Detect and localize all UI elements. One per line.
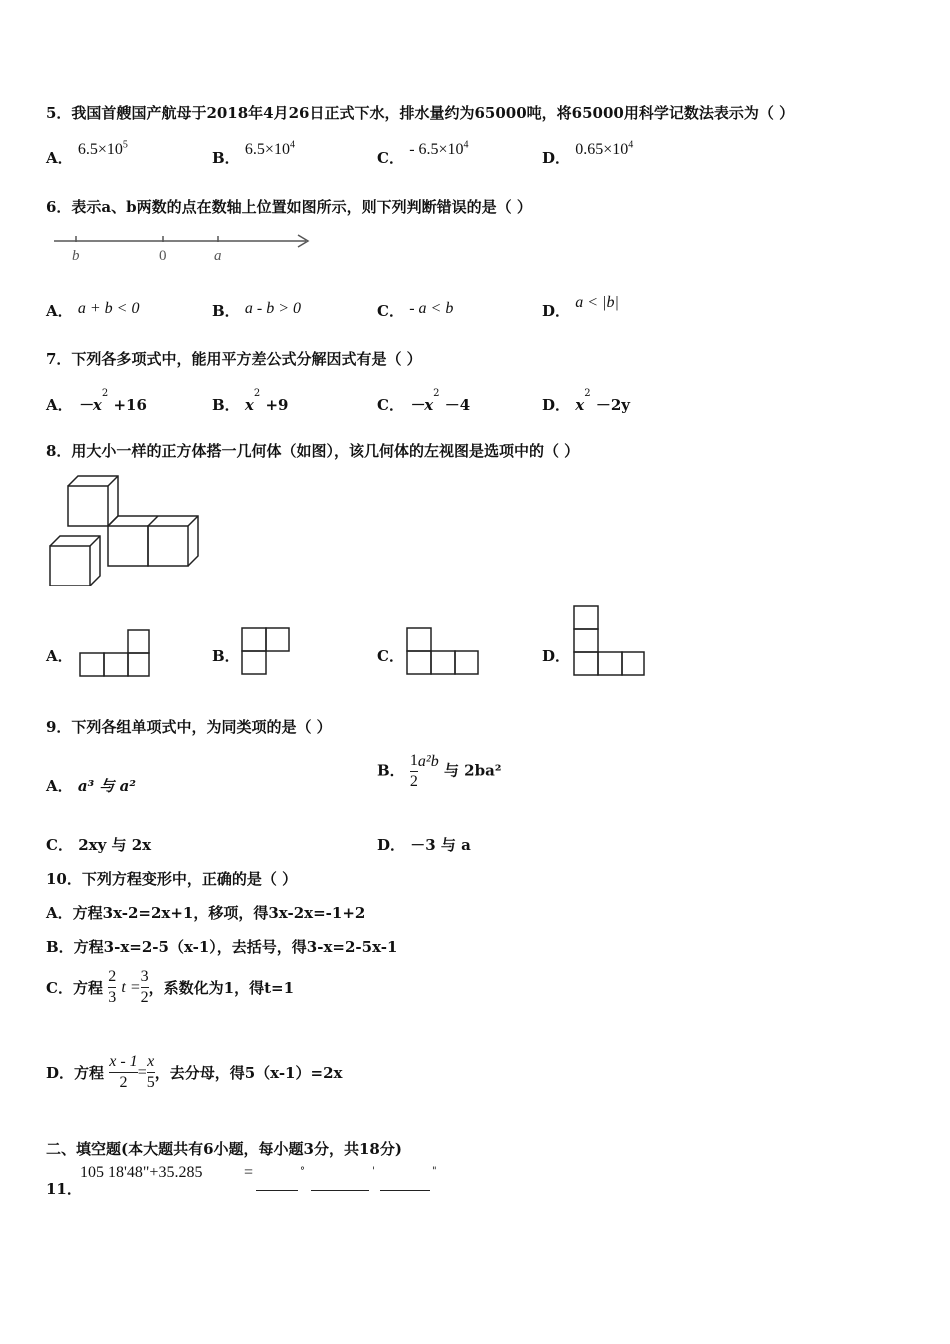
q11-number: 11．: [46, 1180, 82, 1198]
q5-stem: 5．我国首艘国产航母于2018年4月26日正式下水，排水量约为65000吨，将65000用科学记数法表示为（ ）: [46, 104, 795, 122]
q11-seconds-blank[interactable]: [380, 1176, 430, 1195]
q7-option-b[interactable]: B． $x^2 +9$: [212, 388, 289, 414]
q7-stem: 7．下列各多项式中，能用平方差公式分解因式有是（ ）: [46, 350, 422, 368]
q10-option-c[interactable]: C．方程 $\frac{2}{3}$ t = $\frac{3}{2}$ ，系数化为1，得t=1: [46, 968, 295, 1006]
number-line-figure: [50, 228, 315, 268]
q5-option-d[interactable]: D． $0.65\times 10^4$: [542, 139, 634, 167]
q9-option-c[interactable]: C． 2xy 与 2x: [46, 836, 152, 854]
q10-option-d[interactable]: D．方程 $\frac{x - 1}{2}$ = $\frac{x}{5}$ ，去分母，得5（x-1）=2x: [46, 1053, 343, 1091]
q8-option-c-view[interactable]: [405, 626, 481, 678]
q9-option-b[interactable]: B． $\frac{1}{2}$ a²b 与 2ba²: [377, 752, 502, 790]
q8-option-d-view[interactable]: [572, 604, 648, 680]
q7-option-a[interactable]: A． $-x^2 +16$: [46, 388, 147, 414]
section-title: 二、填空题(本大题共有6小题，每小题3分，共18分): [46, 1140, 402, 1158]
axis-label-0: 0: [159, 248, 167, 264]
q11-minutes-blank[interactable]: [311, 1176, 369, 1195]
q8-option-b-label[interactable]: B．: [212, 647, 240, 665]
q6-option-c[interactable]: C． - a < b: [377, 300, 454, 320]
axis-label-b: b: [72, 248, 80, 264]
axis-label-a: a: [214, 248, 222, 264]
q7-option-c[interactable]: C． $-x^2 -4$: [377, 388, 471, 414]
q6-option-b[interactable]: B． a - b > 0: [212, 300, 302, 320]
q10-option-b[interactable]: B．方程3-x=2-5（x-1），去括号，得3-x=2-5x-1: [46, 938, 398, 956]
q7-option-d[interactable]: D． $x^2 -2y$: [542, 388, 630, 414]
q5-option-a[interactable]: A． $6.5\times 10^5$: [46, 139, 128, 167]
q11-degree-symbol: °: [300, 1166, 305, 1177]
q11-expression: 105 18'48"+35.285: [80, 1164, 203, 1181]
q6-option-d[interactable]: D． a < |b|: [542, 294, 619, 320]
q11-equals: =: [244, 1164, 254, 1181]
q8-option-a-label[interactable]: A．: [46, 647, 73, 665]
q11-minute-symbol: ': [372, 1166, 375, 1177]
q10-stem: 10．下列方程变形中，正确的是（ ）: [46, 870, 298, 888]
q11-second-symbol: ": [432, 1166, 437, 1177]
q8-option-d-label[interactable]: D．: [542, 647, 571, 665]
q5-option-c[interactable]: C． - $6.5\times 10^4$: [377, 139, 469, 167]
q6-option-a[interactable]: A． a + b < 0: [46, 300, 140, 320]
q8-option-c-label[interactable]: C．: [377, 647, 404, 665]
q9-option-d[interactable]: D． －3 与 a: [377, 836, 471, 854]
q5-option-b[interactable]: B． $6.5\times 10^4$: [212, 139, 295, 167]
q8-stem: 8．用大小一样的正方体搭一几何体（如图），该几何体的左视图是选项中的（ ）: [46, 442, 580, 460]
q6-stem: 6．表示a、b两数的点在数轴上位置如图所示，则下列判断错误的是（ ）: [46, 198, 532, 216]
q9-stem: 9．下列各组单项式中，为同类项的是（ ）: [46, 718, 332, 736]
q10-option-a[interactable]: A．方程3x-2=2x+1，移项，得3x-2x=-1+2: [46, 904, 366, 922]
q11-degrees-blank[interactable]: [256, 1176, 298, 1195]
q9-option-a[interactable]: A． a³ 与 a²: [46, 777, 136, 795]
q8-option-b-view[interactable]: [240, 626, 292, 678]
cube-figure: [46, 470, 208, 586]
q8-option-a-view[interactable]: [76, 628, 152, 678]
